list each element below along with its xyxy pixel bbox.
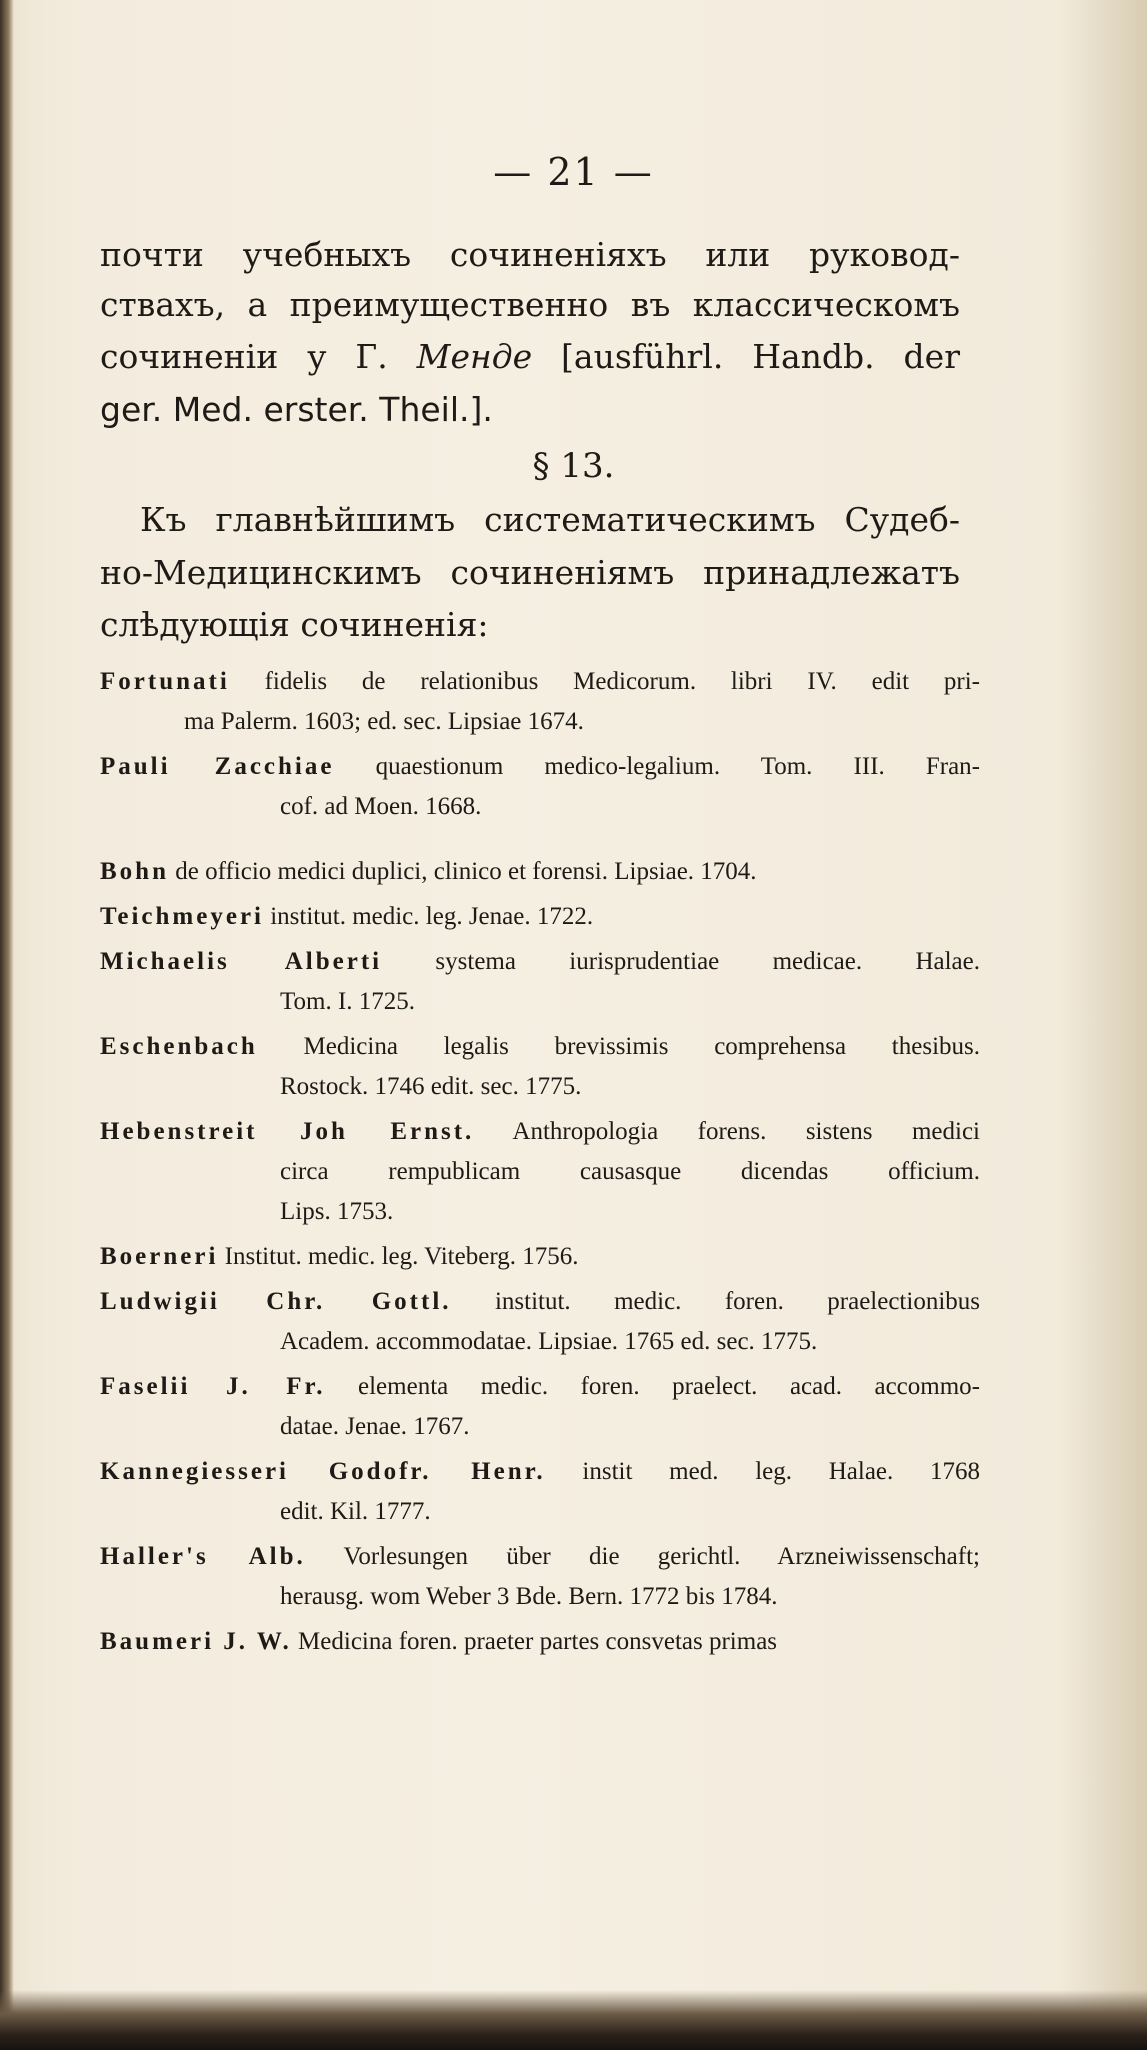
bib-entry-first-line bbox=[100, 1367, 980, 1407]
bib-title: Institut. medic. leg. Viteberg. 1756. bbox=[218, 1243, 579, 1270]
bib-continuation-line: ma Palerm. 1603; ed. sec. Lipsiae 1674. bbox=[184, 708, 584, 735]
bib-entry-first-line bbox=[100, 1537, 980, 1577]
bib-title: Vorlesungen über die gerichtl. Arzneiwissenschaft; bbox=[305, 1543, 980, 1570]
bib-continuation-line: edit. Kil. 1777. bbox=[280, 1498, 431, 1525]
bib-author: Bohn bbox=[100, 858, 169, 885]
intro-line-3-end: [ausführl. Handb. der bbox=[561, 337, 960, 376]
bib-continuation-line: Rostock. 1746 edit. sec. 1775. bbox=[280, 1073, 582, 1100]
bib-title: institut. medic. foren. praelectionibus bbox=[451, 1288, 980, 1315]
bib-entry-first-line bbox=[100, 747, 980, 787]
intro-line-3 bbox=[100, 337, 960, 376]
bib-author: Faselii J. Fr. bbox=[100, 1373, 326, 1400]
intro-line-2: ствахъ, а преимущественно въ классическомъ bbox=[100, 285, 960, 324]
bib-entry-first-line bbox=[100, 897, 980, 937]
bib-continuation-line: Tom. I. 1725. bbox=[280, 988, 416, 1015]
bib-entry-first-line bbox=[100, 662, 980, 702]
intro-line-4: ger. Med. erster. Theil.]. bbox=[100, 390, 493, 429]
bib-author: Teichmeyeri bbox=[100, 903, 264, 930]
bib-continuation-line: circa rempublicam causasque dicendas officium. bbox=[280, 1158, 980, 1185]
bib-title: elementa medic. foren. praelect. acad. accommo- bbox=[325, 1373, 980, 1400]
bib-author: Fortunati bbox=[100, 668, 230, 695]
bib-continuation-line: cof. ad Moen. 1668. bbox=[280, 793, 482, 820]
bib-entry bbox=[100, 1367, 980, 1447]
section-heading: § 13. bbox=[532, 446, 615, 486]
bib-author: Pauli Zacchiae bbox=[100, 753, 335, 780]
bib-title: Medicina legalis brevissimis comprehensa thesibus. bbox=[257, 1033, 980, 1060]
intro-line-3-start: сочиненіи у Г. bbox=[100, 337, 388, 376]
bib-continuation-line: Academ. accommodatae. Lipsiae. 1765 ed. sec. 1775. bbox=[280, 1328, 818, 1355]
page-number: — 21 — bbox=[493, 150, 654, 194]
bib-author: Michaelis Alberti bbox=[100, 948, 383, 975]
bib-author: Hebenstreit Joh Ernst. bbox=[100, 1118, 475, 1145]
bib-entry bbox=[100, 1537, 980, 1617]
bib-author: Baumeri J. W. bbox=[100, 1628, 292, 1655]
bib-continuation-line: datae. Jenae. 1767. bbox=[280, 1413, 470, 1440]
bib-entry bbox=[100, 747, 980, 827]
author-mende: Менде bbox=[416, 337, 533, 376]
bib-entry-first-line bbox=[100, 1622, 980, 1662]
bib-title: systema iurisprudentiae medicae. Halae. bbox=[382, 948, 981, 975]
bib-title: fidelis de relationibus Medicorum. libri IV. edit pri- bbox=[229, 668, 980, 695]
bib-entry bbox=[100, 1027, 980, 1107]
section-line-2: но-Медицинскимъ сочиненіямъ принадлежатъ bbox=[100, 553, 960, 592]
bib-entry-first-line bbox=[100, 1112, 980, 1152]
bib-entry bbox=[100, 1282, 980, 1362]
bib-entry-first-line bbox=[100, 1027, 980, 1067]
bib-entry-first-line bbox=[100, 1452, 980, 1492]
bib-entry bbox=[100, 1622, 980, 1662]
bib-author: Kannegiesseri Godofr. Henr. bbox=[100, 1458, 546, 1485]
section-line-3: слѣдующія сочиненія: bbox=[100, 605, 489, 644]
bib-entry bbox=[100, 852, 980, 892]
bib-entry bbox=[100, 662, 980, 742]
bib-entry-first-line bbox=[100, 1282, 980, 1322]
bib-title: Anthropologia forens. sistens medici bbox=[474, 1118, 980, 1145]
bib-title: instit med. leg. Halae. 1768 bbox=[545, 1458, 980, 1485]
bib-title: quaestionum medico-legalium. Tom. III. Fran- bbox=[334, 753, 980, 780]
bib-continuation-line: Lips. 1753. bbox=[280, 1198, 394, 1225]
bib-entry bbox=[100, 1112, 980, 1232]
bib-entry bbox=[100, 1237, 980, 1277]
bib-entry bbox=[100, 942, 980, 1022]
bib-title: institut. medic. leg. Jenae. 1722. bbox=[263, 903, 594, 930]
bib-title: de officio medici duplici, clinico et forensi. Lipsiae. 1704. bbox=[168, 858, 757, 885]
bib-author: Haller's Alb. bbox=[100, 1543, 306, 1570]
bib-author: Boerneri bbox=[100, 1243, 219, 1270]
bib-entry bbox=[100, 1452, 980, 1532]
bib-entry bbox=[100, 897, 980, 937]
intro-line-1: почти учебныхъ сочиненіяхъ или руковод- bbox=[100, 235, 960, 274]
bib-author: Eschenbach bbox=[100, 1033, 258, 1060]
bib-title: Medicina foren. praeter partes consvetas primas bbox=[291, 1628, 778, 1655]
bib-author: Ludwigii Chr. Gottl. bbox=[100, 1288, 452, 1315]
bib-entry-first-line bbox=[100, 942, 980, 982]
section-line-1: Къ главнѣйшимъ систематическимъ Судеб- bbox=[140, 500, 960, 539]
bib-entry-first-line bbox=[100, 852, 980, 892]
bib-entry-first-line bbox=[100, 1237, 980, 1277]
bib-continuation-line: herausg. wom Weber 3 Bde. Bern. 1772 bis 1784. bbox=[280, 1583, 778, 1610]
